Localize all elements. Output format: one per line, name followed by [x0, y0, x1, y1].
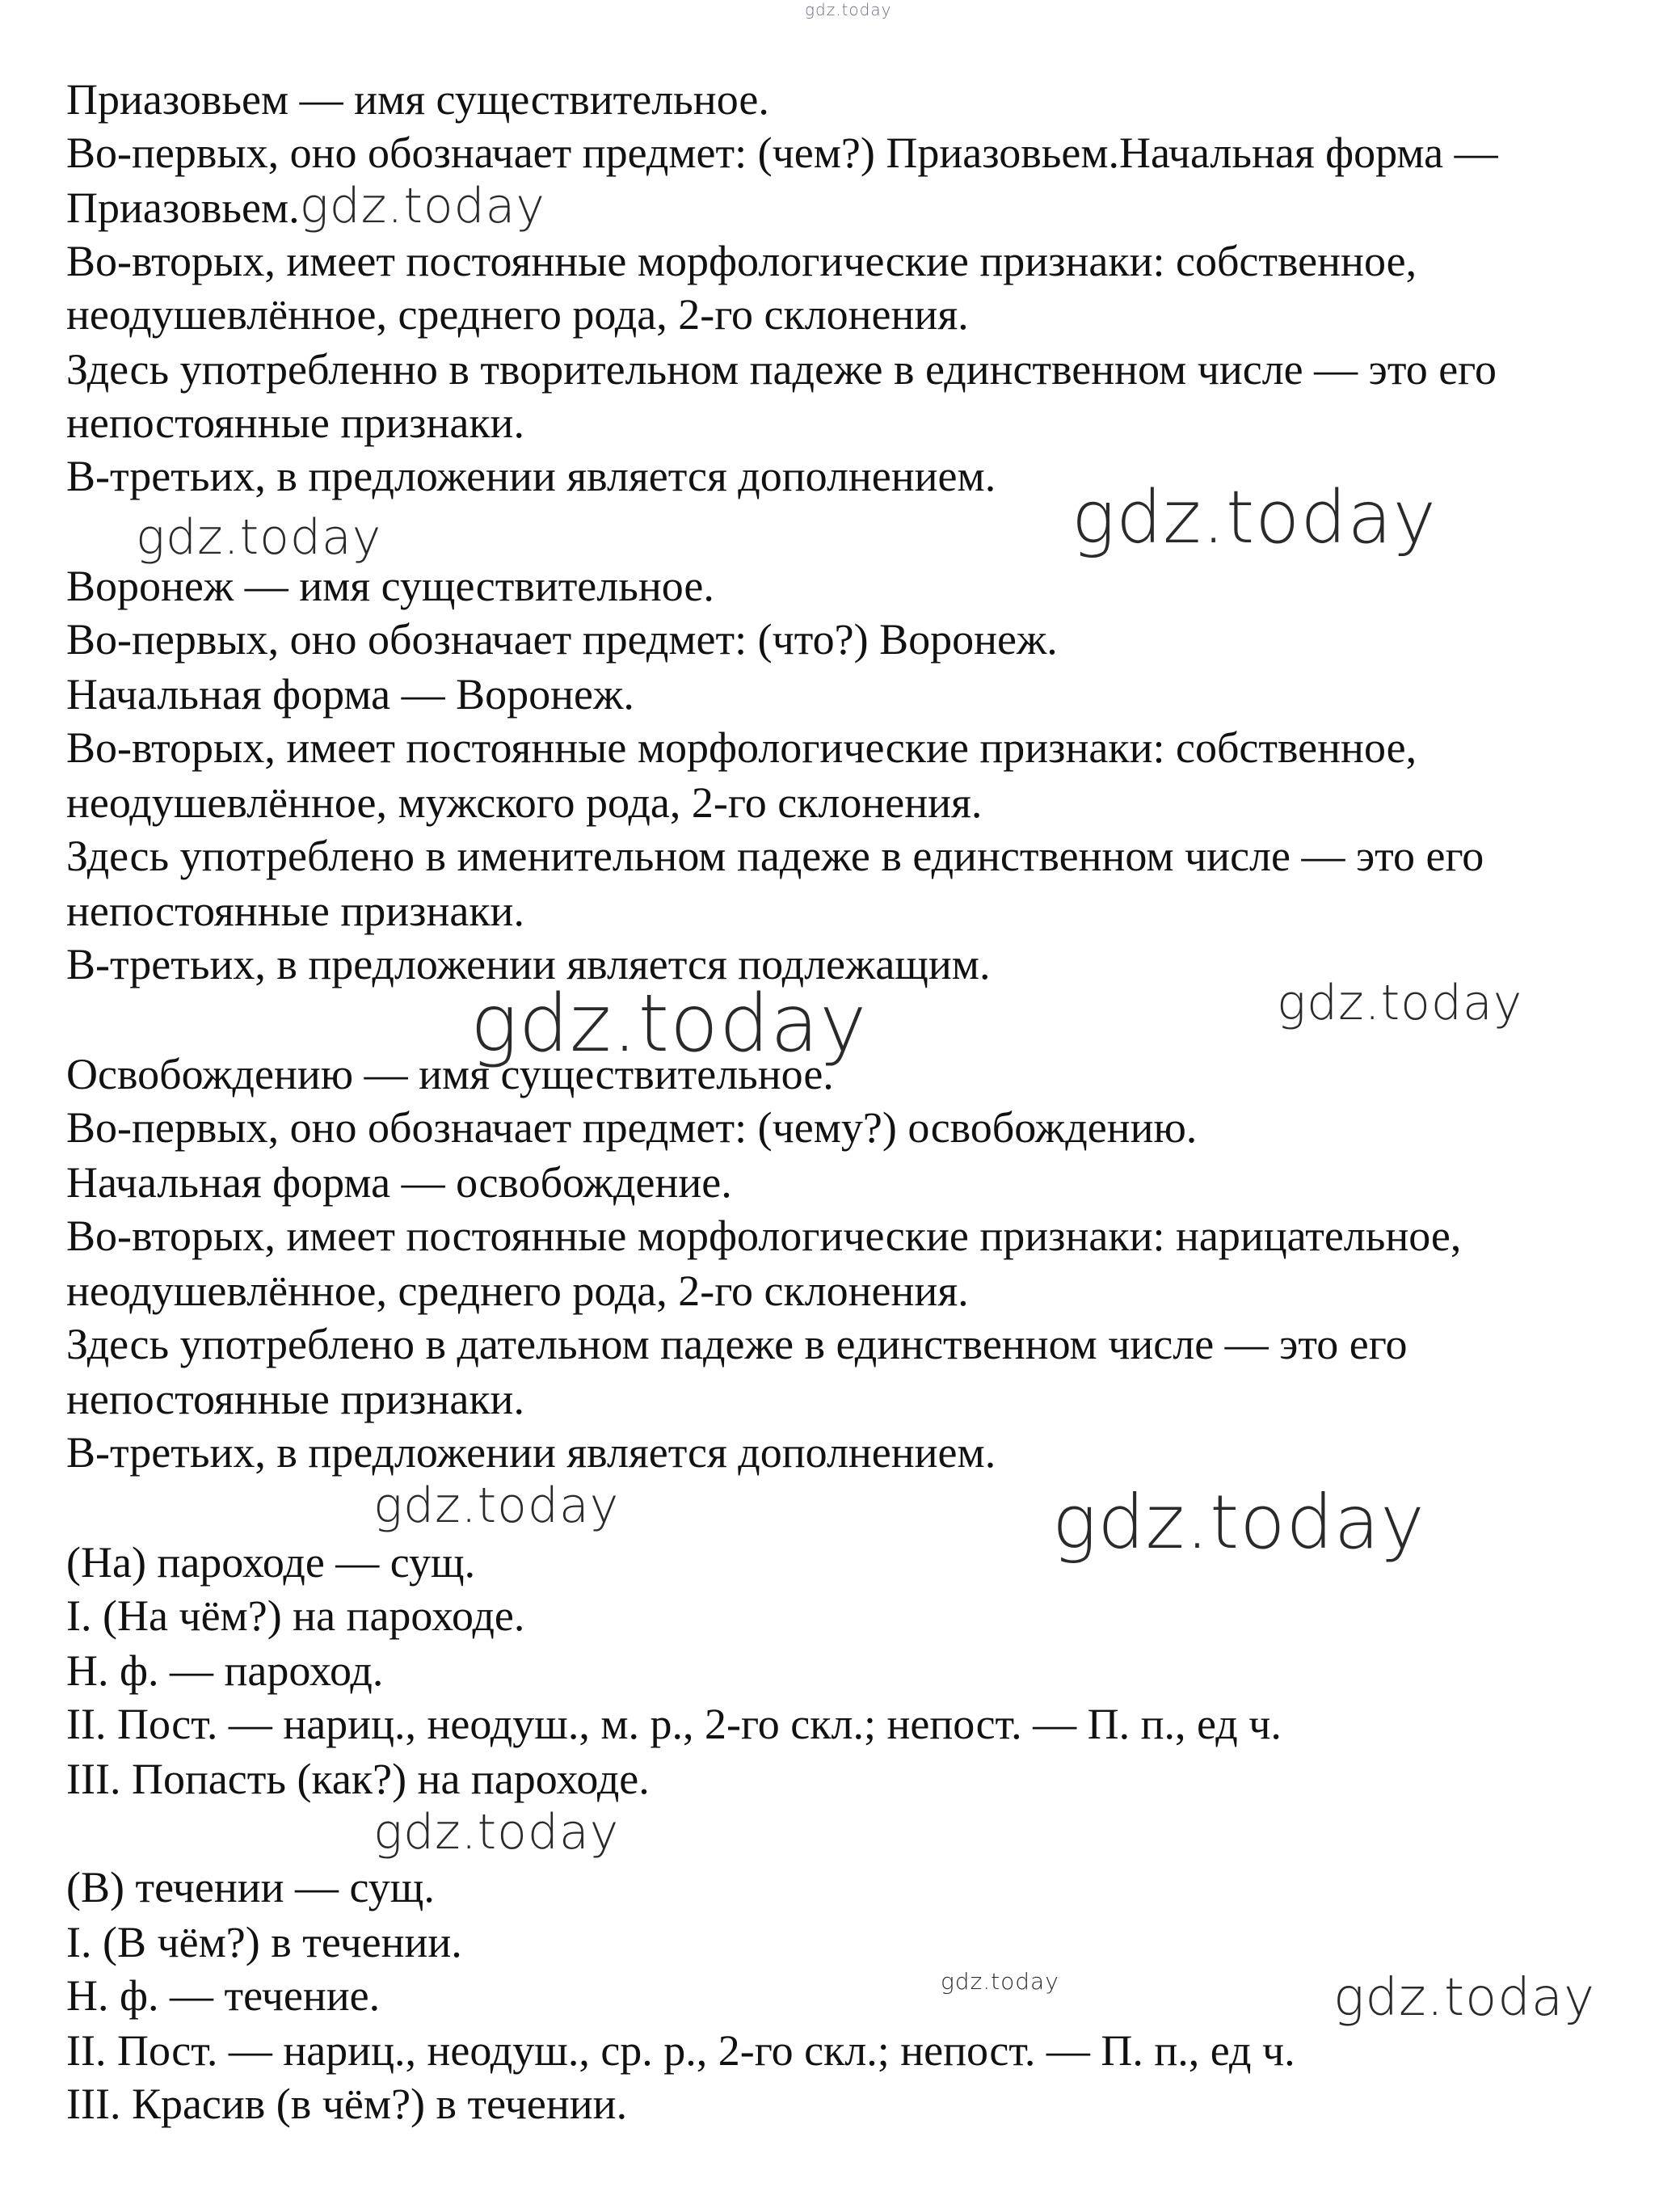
- watermark: gdz.today: [1052, 1479, 1425, 1566]
- text-line: Во-первых, оно обозначает предмет: (чем?) Приазовьем.Начальная форма —: [66, 129, 1498, 177]
- watermark-top: gdz.today: [805, 0, 892, 19]
- watermark: gdz.today: [941, 1968, 1059, 1995]
- text-line-with-watermark: [66, 179, 545, 234]
- watermark: gdz.today: [470, 978, 868, 1070]
- text-line: неодушевлённое, среднего рода, 2-го склонения.: [66, 1266, 969, 1315]
- text-line: Во-вторых, имеет постоянные морфологические признаки: собственное,: [66, 723, 1417, 772]
- text-line: Начальная форма — освобождение.: [66, 1158, 732, 1207]
- text-line: Н. ф. — пароход.: [66, 1646, 384, 1695]
- text-line: В-третьих, в предложении является дополнением.: [66, 1428, 996, 1477]
- text-line: Освобождению — имя существительное.: [66, 1050, 834, 1098]
- text-line: Во-вторых, имеет постоянные морфологические признаки: нарицательное,: [66, 1212, 1462, 1260]
- text-line: I. (На чём?) на пароходе.: [66, 1591, 525, 1640]
- text-line: II. Пост. — нариц., неодуш., ср. р., 2-го скл.; непост. — П. п., ед ч.: [66, 2026, 1295, 2075]
- text-line: Во-вторых, имеет постоянные морфологические признаки: собственное,: [66, 237, 1417, 285]
- text-line: непостоянные признаки.: [66, 887, 524, 935]
- text-line: непостоянные признаки.: [66, 398, 524, 447]
- text-line: неодушевлённое, мужского рода, 2-го склонения.: [66, 778, 983, 827]
- text-line: Начальная форма — Воронеж.: [66, 670, 634, 719]
- text-line: II. Пост. — нариц., неодуш., м. р., 2-го скл.; непост. — П. п., ед ч.: [66, 1700, 1282, 1748]
- text-line: Здесь употреблено в дательном падеже в единственном числе — это его: [66, 1320, 1408, 1368]
- text-line: непостоянные признаки.: [66, 1375, 524, 1423]
- text-line: Воронеж — имя существительное.: [66, 562, 714, 610]
- text-line: В-третьих, в предложении является дополнением.: [66, 452, 996, 500]
- watermark: gdz.today: [136, 509, 382, 566]
- text-line: Приазовьем — имя существительное.: [66, 75, 769, 124]
- watermark: gdz.today: [1333, 1968, 1595, 2028]
- text-line: III. Красив (в чём?) в течении.: [66, 2080, 628, 2128]
- text-line: В-третьих, в предложении является подлежащим.: [66, 940, 991, 988]
- watermark: gdz.today: [373, 1477, 620, 1534]
- text-span: Приазовьем.: [66, 183, 300, 232]
- text-line: Во-первых, оно обозначает предмет: (чему?) освобождению.: [66, 1103, 1198, 1152]
- text-line: Во-первых, оно обозначает предмет: (что?) Воронеж.: [66, 615, 1058, 664]
- watermark: gdz.today: [373, 1804, 620, 1861]
- text-line: III. Попасть (как?) на пароходе.: [66, 1755, 650, 1803]
- text-line: I. (В чём?) в течении.: [66, 1918, 462, 1966]
- text-line: Н. ф. — течение.: [66, 1971, 381, 2020]
- watermark: gdz.today: [1277, 975, 1523, 1031]
- text-line: (На) пароходе — сущ.: [66, 1538, 476, 1587]
- text-line: Здесь употреблено в именительном падеже в единственном числе — это его: [66, 832, 1484, 880]
- text-line: неодушевлённое, среднего рода, 2-го склонения.: [66, 290, 969, 339]
- text-line: (В) течении — сущ.: [66, 1863, 435, 1911]
- watermark-inline: gdz.today: [299, 178, 545, 234]
- text-line: Здесь употребленно в творительном падеже в единственном числе — это его: [66, 345, 1497, 394]
- watermark: gdz.today: [1072, 475, 1437, 560]
